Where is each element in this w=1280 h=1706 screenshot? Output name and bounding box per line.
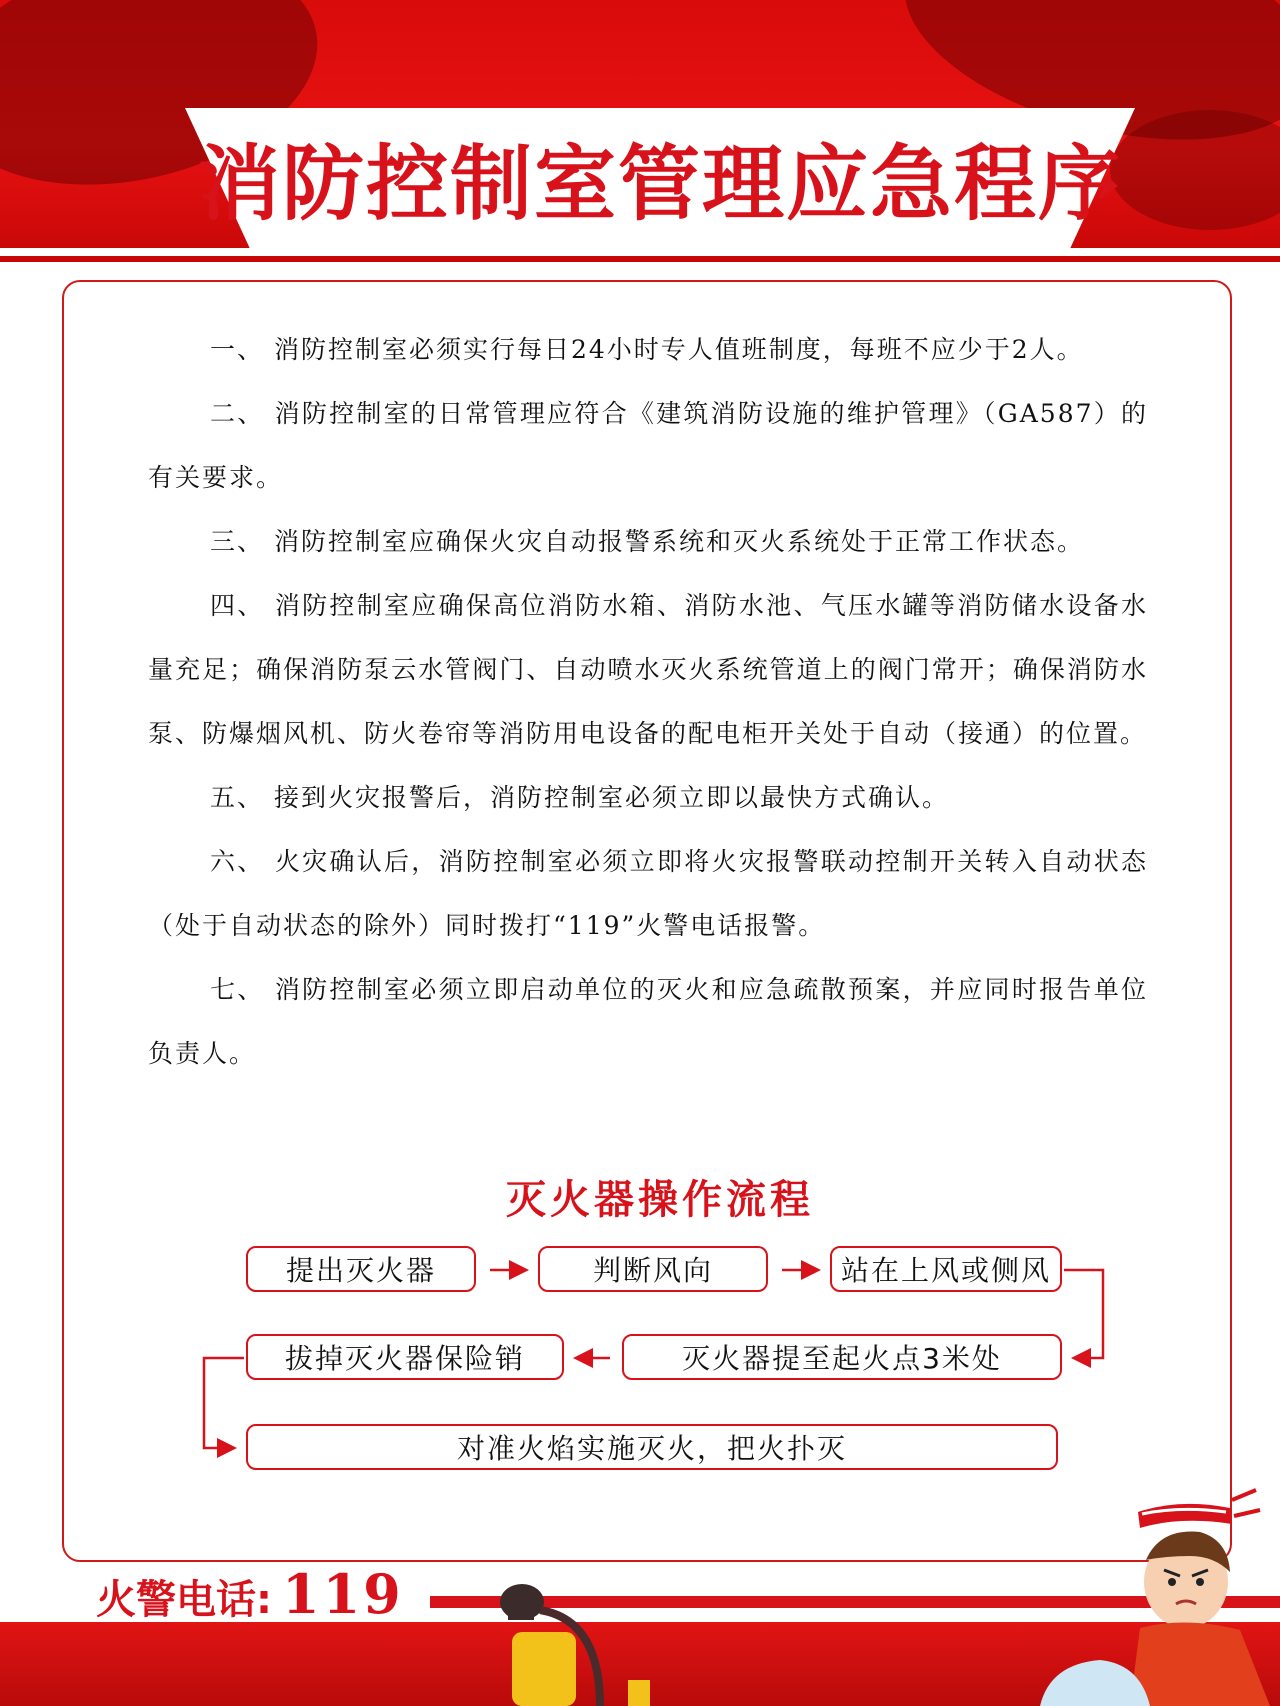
flow-step-5: 拔掉灭火器保险销 [246, 1334, 564, 1380]
rule-item: 四、 消防控制室应确保高位消防水箱、消防水池、气压水罐等消防储水设备水量充足；确保消防泵云水管阀门、自动喷水灭火系统管道上的阀门常开；确保消防水泵、防爆烟风机、防火卷帘等消防用电设备的配电柜开关处于自动（接通）的位置。 [148, 591, 1148, 748]
rule-item: 三、 消防控制室应确保火灾自动报警系统和灭火系统处于正常工作状态。 [210, 527, 1084, 556]
poster-title: 消防控制室管理应急程序 [197, 136, 1122, 232]
flow-step-3: 站在上风或侧风 [830, 1246, 1062, 1292]
flow-step-2: 判断风向 [538, 1246, 768, 1292]
fire-hotline [96, 1562, 404, 1632]
rule-item: 七、 消防控制室必须立即启动单位的灭火和应急疏散预案，并应同时报告单位负责人。 [148, 975, 1148, 1068]
flow-step-1: 提出灭火器 [246, 1246, 476, 1292]
flow-title: 灭火器操作流程 [506, 1177, 814, 1223]
rule-item: 一、 消防控制室必须实行每日24小时专人值班制度，每班不应少于2人。 [210, 335, 1084, 364]
rule-item: 六、 火灾确认后，消防控制室必须立即将火灾报警联动控制开关转入自动状态（处于自动状态的除外）同时拨打“119”火警电话报警。 [148, 847, 1148, 940]
hotline-number: 119 [282, 1562, 404, 1626]
rule-item: 五、 接到火灾报警后，消防控制室必须立即以最快方式确认。 [210, 783, 949, 812]
hotline-label: 火警电话: [96, 1577, 272, 1623]
footer-stripe [430, 1596, 1280, 1608]
rule-item: 二、 消防控制室的日常管理应符合《建筑消防设施的维护管理》（GA587）的有关要求。 [148, 399, 1148, 492]
footer-background [0, 1622, 1280, 1706]
rules-list [148, 318, 1148, 1086]
flow-step-4: 灭火器提至起火点3米处 [622, 1334, 1062, 1380]
flow-step-6: 对准火焰实施灭火，把火扑灭 [246, 1424, 1058, 1470]
